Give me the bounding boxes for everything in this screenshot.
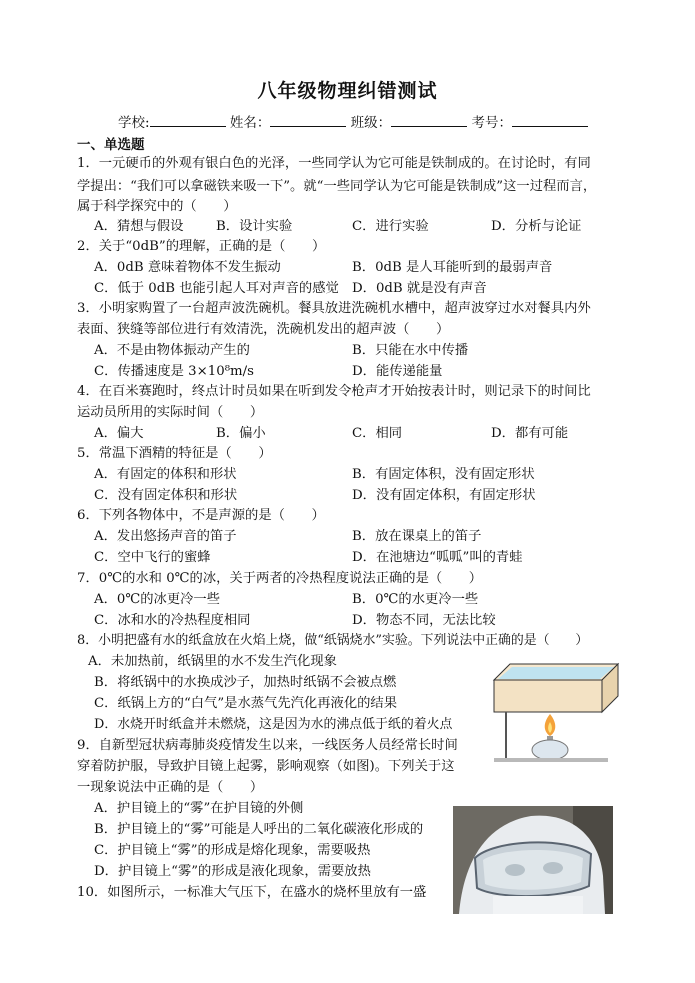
question-4-line-2: 运动员所用的实际时间（ ） bbox=[77, 405, 264, 420]
question-8-option-a[interactable]: A．未加热前，纸锅里的水不发生汽化现象 bbox=[88, 654, 337, 669]
section-title: 一、单选题 bbox=[77, 137, 145, 153]
question-3-line-2: 表面、狭缝等部位进行有效清洗，洗碗机发出的超声波（ ） bbox=[77, 322, 450, 337]
question-1-option-b[interactable]: B．设计实验 bbox=[216, 219, 293, 234]
question-1-line-3: 属于科学探究中的（ ） bbox=[77, 199, 237, 214]
name-blank[interactable] bbox=[270, 112, 346, 127]
question-4-line-1: 4．在百米赛跑时，终点计时员如果在听到发令枪声才开始按表计时，则记录下的时间比 bbox=[77, 384, 591, 399]
class-blank[interactable] bbox=[391, 112, 467, 127]
question-9-option-c[interactable]: C．护目镜上“雾”的形成是熔化现象，需要吸热 bbox=[94, 843, 371, 858]
school-blank[interactable] bbox=[150, 112, 226, 127]
question-7-option-c[interactable]: C．冰和水的冷热程度相同 bbox=[94, 613, 251, 628]
question-9-option-a[interactable]: A．护目镜上的“雾”在护目镜的外侧 bbox=[94, 801, 304, 816]
question-5-line-1: 5．常温下酒精的特征是（ ） bbox=[77, 446, 272, 461]
question-3-option-c[interactable]: C．传播速度是 3×10⁸m/s bbox=[94, 364, 254, 379]
question-1-line-2: 学提出：“我们可以拿磁铁来吸一下”。就“一些同学认为它可能是铁制成”这一过程而言， bbox=[77, 179, 597, 194]
left-eye-blur bbox=[505, 864, 525, 876]
question-2-option-a[interactable]: A．0dB 意味着物体不发生振动 bbox=[94, 260, 281, 275]
question-2-option-b[interactable]: B．0dB 是人耳能听到的最弱声音 bbox=[352, 260, 553, 275]
question-6-option-a[interactable]: A．发出悠扬声音的笛子 bbox=[94, 529, 237, 544]
paper-pot-figure bbox=[490, 652, 630, 764]
question-1-option-d[interactable]: D．分析与论证 bbox=[491, 219, 582, 234]
question-9-line-1: 9．自新型冠状病毒肺炎疫情发生以来，一线医务人员经常长时间 bbox=[77, 738, 458, 753]
exam-title: 八年级物理纠错测试 bbox=[257, 80, 438, 102]
question-3-line-1: 3．小明家购置了一台超声波洗碗机。餐具放进洗碗机水槽中，超声波穿过水对餐具内外 bbox=[77, 301, 591, 316]
question-5-option-d[interactable]: D．没有固定体积，有固定形状 bbox=[352, 488, 536, 503]
question-1-option-c[interactable]: C．进行实验 bbox=[352, 219, 429, 234]
school-label: 学校: bbox=[118, 115, 150, 131]
question-5-option-c[interactable]: C．没有固定体积和形状 bbox=[94, 488, 238, 503]
fogged-lens bbox=[483, 850, 583, 890]
question-8-option-b[interactable]: B．将纸锅中的水换成沙子，加热时纸锅不会被点燃 bbox=[94, 675, 397, 690]
question-7-option-d[interactable]: D．物态不同，无法比较 bbox=[352, 613, 496, 628]
question-1-line-1: 1．一元硬币的外观有银白色的光泽，一些同学认为它可能是铁制成的。在讨论时，有同 bbox=[77, 156, 591, 171]
question-4-option-b[interactable]: B．偏小 bbox=[216, 426, 266, 441]
face-mask bbox=[493, 896, 583, 914]
question-6-option-d[interactable]: D．在池塘边“呱呱”叫的青蛙 bbox=[352, 550, 523, 565]
question-4-option-d[interactable]: D．都有可能 bbox=[491, 426, 569, 441]
question-2-option-d[interactable]: D．0dB 就是没有声音 bbox=[352, 281, 487, 296]
question-9-line-2: 穿着防护服，导致护目镜上起雾，影响观察（如图)。下列关于这 bbox=[77, 759, 455, 774]
class-label: 班级： bbox=[350, 115, 392, 131]
name-label: 姓名： bbox=[229, 115, 271, 131]
question-7-option-b[interactable]: B．0℃的水更冷一些 bbox=[352, 592, 479, 607]
question-6-option-b[interactable]: B．放在课桌上的笛子 bbox=[352, 529, 482, 544]
paper-box-front bbox=[494, 680, 602, 712]
fogged-goggles-photo bbox=[453, 806, 613, 914]
number-blank[interactable] bbox=[512, 112, 588, 127]
question-5-option-a[interactable]: A．有固定的体积和形状 bbox=[94, 467, 237, 482]
question-3-option-a[interactable]: A．不是由物体振动产生的 bbox=[94, 343, 250, 358]
question-10-line-1: 10．如图所示，一标准大气压下，在盛水的烧杯里放有一盛 bbox=[77, 885, 427, 900]
question-2-line-1: 2．关于“0dB”的理解，正确的是（ ） bbox=[77, 239, 326, 254]
question-8-line-1: 8．小明把盛有水的纸盒放在火焰上烧，做“纸锅烧水”实验。下列说法中正确的是（ ） bbox=[77, 633, 589, 648]
student-info-line bbox=[118, 111, 588, 131]
water-surface bbox=[498, 667, 614, 679]
alcohol-lamp bbox=[532, 740, 568, 760]
question-3-option-b[interactable]: B．只能在水中传播 bbox=[352, 343, 469, 358]
question-6-option-c[interactable]: C．空中飞行的蜜蜂 bbox=[94, 550, 211, 565]
question-7-option-a[interactable]: A．0℃的冰更冷一些 bbox=[94, 592, 221, 607]
question-6-line-1: 6．下列各物体中，不是声源的是（ ） bbox=[77, 508, 325, 523]
question-1-option-a[interactable]: A．猜想与假设 bbox=[94, 219, 184, 234]
question-4-option-a[interactable]: A．偏大 bbox=[94, 426, 144, 441]
table-base bbox=[494, 758, 608, 762]
question-7-line-1: 7．0℃的水和 0℃的冰，关于两者的冷热程度说法正确的是（ ） bbox=[77, 571, 483, 586]
question-3-option-d[interactable]: D．能传递能量 bbox=[352, 364, 443, 379]
question-9-option-b[interactable]: B．护目镜上的“雾”可能是人呼出的二氧化碳液化形成的 bbox=[94, 822, 424, 837]
number-label: 考号： bbox=[471, 115, 512, 131]
question-8-option-c[interactable]: C．纸锅上方的“白气”是水蒸气先汽化再液化的结果 bbox=[94, 696, 398, 711]
question-9-line-3: 一现象说法中正确的是（ ） bbox=[77, 780, 264, 795]
question-5-option-b[interactable]: B．有固定体积，没有固定形状 bbox=[352, 467, 535, 482]
right-eye-blur bbox=[543, 862, 563, 874]
question-8-option-d[interactable]: D．水烧开时纸盒并未燃烧，这是因为水的沸点低于纸的着火点 bbox=[94, 717, 453, 732]
question-4-option-c[interactable]: C．相同 bbox=[352, 426, 403, 441]
question-9-option-d[interactable]: D．护目镜上“雾”的形成是液化现象，需要放热 bbox=[94, 864, 371, 879]
question-2-option-c[interactable]: C．低于 0dB 也能引起人耳对声音的感觉 bbox=[94, 281, 339, 296]
